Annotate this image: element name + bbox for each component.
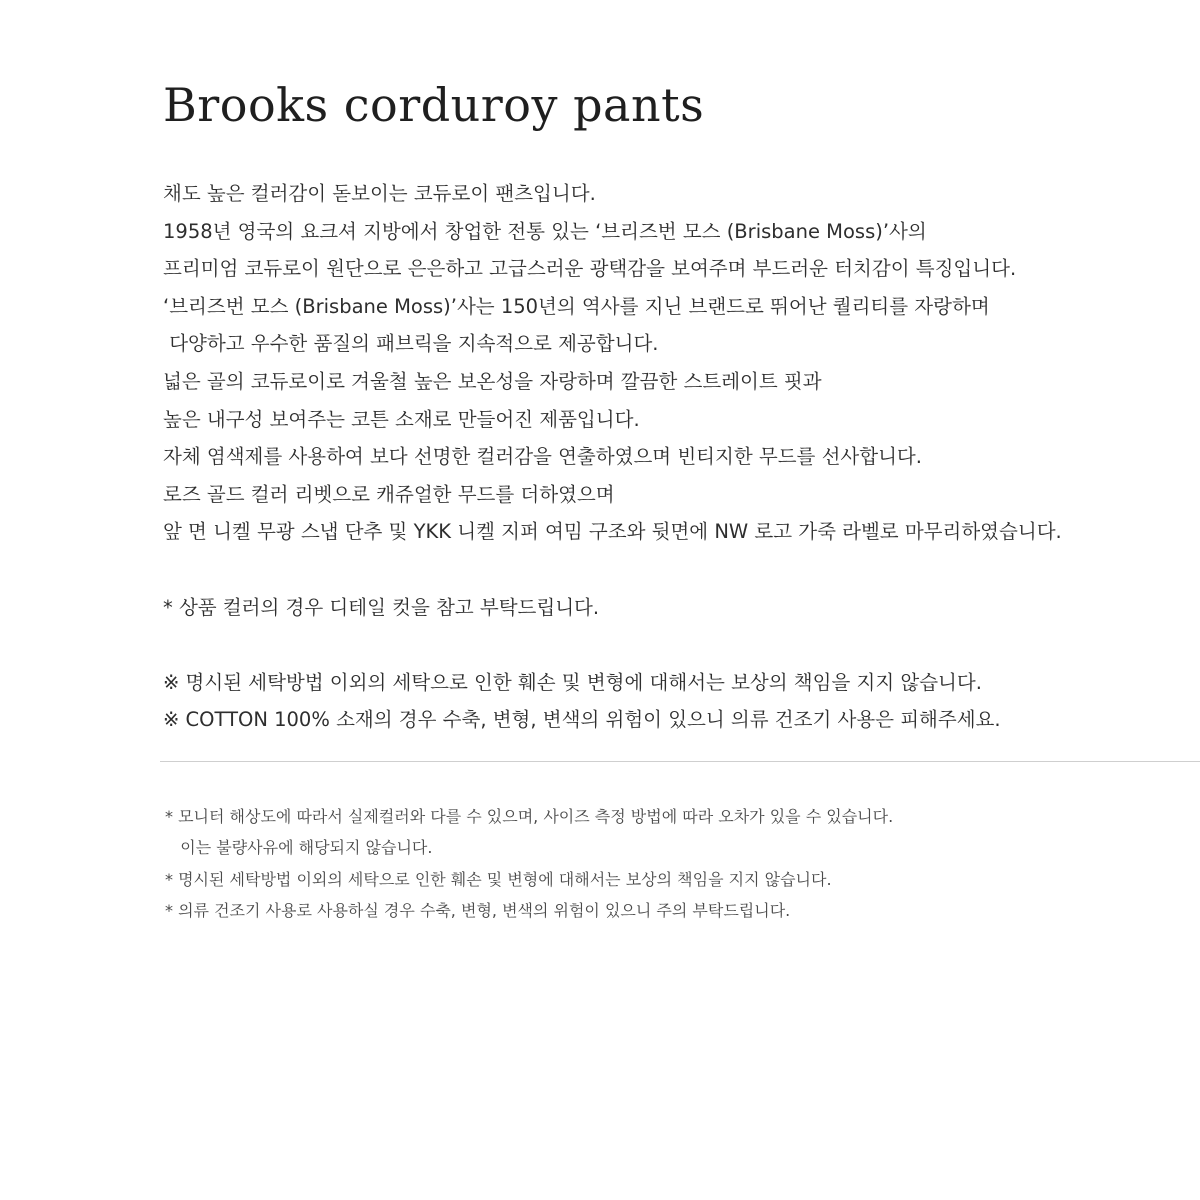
description-line: ‘브리즈번 모스 (Brisbane Moss)’사는 150년의 역사를 지닌 브랜드로 뛰어난 퀄리티를 자랑하며 bbox=[163, 294, 990, 318]
description-line: 자체 염색제를 사용하여 보다 선명한 컬러감을 연출하였으며 빈티지한 무드를 선사합니다. bbox=[163, 445, 922, 469]
description-line: 다양하고 우수한 품질의 패브릭을 지속적으로 제공합니다. bbox=[163, 332, 659, 356]
description-line: 프리미엄 코듀로이 원단으로 은은하고 고급스러운 광택감을 보여주며 부드러운 터치감이 특징입니다. bbox=[163, 257, 1017, 281]
footnote-line: 이는 불량사유에 해당되지 않습니다. bbox=[165, 838, 433, 858]
spacer bbox=[163, 626, 1163, 664]
footnotes bbox=[165, 801, 1165, 926]
description-line: 넓은 골의 코듀로이로 겨울철 높은 보온성을 자랑하며 깔끔한 스트레이트 핏과 bbox=[163, 369, 822, 393]
product-description bbox=[163, 175, 1163, 739]
color-note: * 상품 컬러의 경우 디테일 컷을 참고 부탁드립니다. bbox=[163, 595, 600, 619]
description-line: 로즈 골드 컬러 리벳으로 캐쥬얼한 무드를 더하였으며 bbox=[163, 482, 615, 506]
description-line: 높은 내구성 보여주는 코튼 소재로 만들어진 제품입니다. bbox=[163, 407, 640, 431]
description-line: 1958년 영국의 요크셔 지방에서 창업한 전통 있는 ‘브리즈번 모스 (Brisbane Moss)’사의 bbox=[163, 219, 927, 243]
description-line: 앞 면 니켈 무광 스냅 단추 및 YKK 니켈 지퍼 여밈 구조와 뒷면에 NW 로고 가죽 라벨로 마무리하였습니다. bbox=[163, 520, 1062, 544]
product-title: Brooks corduroy pants bbox=[163, 78, 705, 132]
caution-line: ※ COTTON 100% 소재의 경우 수축, 변형, 변색의 위험이 있으니 의류 건조기 사용은 피해주세요. bbox=[163, 708, 1001, 732]
spacer bbox=[163, 551, 1163, 589]
section-divider bbox=[160, 761, 1200, 762]
caution-line: ※ 명시된 세탁방법 이외의 세탁으로 인한 훼손 및 변형에 대해서는 보상의 책임을 지지 않습니다. bbox=[163, 670, 982, 694]
description-line: 채도 높은 컬러감이 돋보이는 코듀로이 팬츠입니다. bbox=[163, 182, 596, 205]
footnote-line: * 모니터 해상도에 따라서 실제컬러와 다를 수 있으며, 사이즈 측정 방법에 따라 오차가 있을 수 있습니다. bbox=[165, 807, 894, 826]
footnote-line: * 의류 건조기 사용로 사용하실 경우 수축, 변형, 변색의 위험이 있으니 주의 부탁드립니다. bbox=[165, 900, 791, 920]
footnote-line: * 명시된 세탁방법 이외의 세탁으로 인한 훼손 및 변형에 대해서는 보상의 책임을 지지 않습니다. bbox=[165, 869, 832, 889]
